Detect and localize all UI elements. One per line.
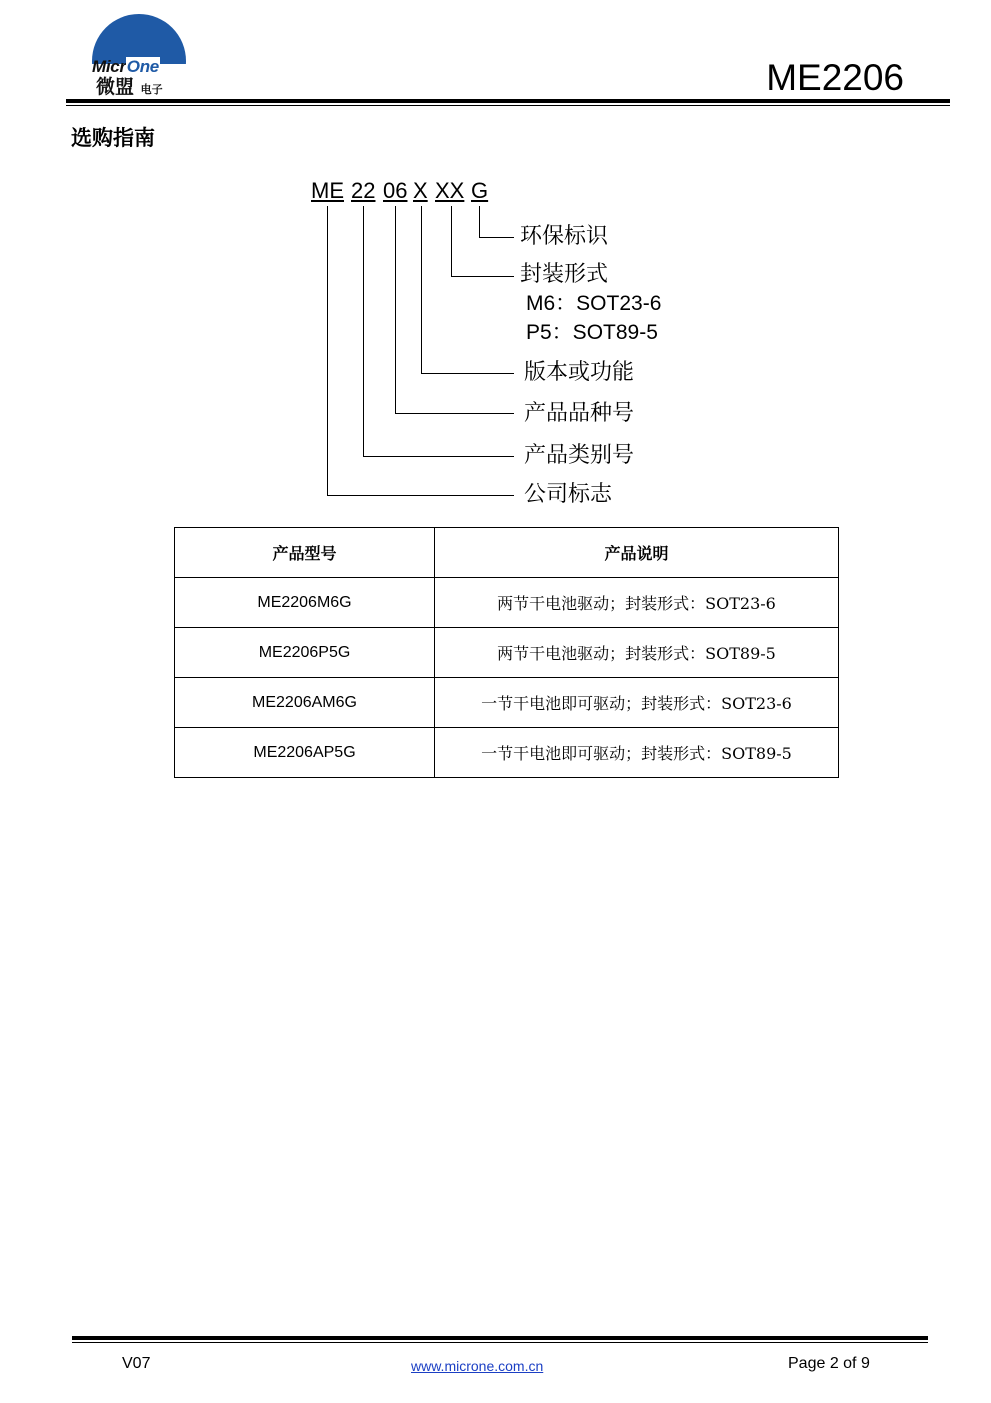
table-row xyxy=(175,728,839,778)
leader-line-green xyxy=(479,206,480,237)
section-title: 选购指南 xyxy=(71,126,155,150)
leader-line-variety xyxy=(395,206,396,413)
legend-variety: 产品品种号 xyxy=(524,401,635,426)
leader-line-package-h xyxy=(451,276,514,277)
leader-line-category-h xyxy=(363,456,514,457)
legend-category: 产品类别号 xyxy=(524,443,635,468)
legend-green: 环保标识 xyxy=(520,224,609,249)
leader-line-variety-h xyxy=(395,413,514,414)
table-cell-desc: 两节干电池驱动；封装形式：SOT89-5 xyxy=(435,628,839,678)
table-header-row xyxy=(175,528,839,578)
footer-page-number: Page 2 of 9 xyxy=(788,1355,870,1372)
legend-package: 封装形式 xyxy=(520,262,609,287)
leader-line-version-h xyxy=(421,373,514,374)
leader-line-version xyxy=(421,206,422,373)
table-header-desc: 产品说明 xyxy=(435,528,839,578)
table-cell-model: ME2206AM6G xyxy=(175,678,435,728)
table-row xyxy=(175,678,839,728)
legend-version: 版本或功能 xyxy=(524,360,635,385)
code-segment-category: 22 xyxy=(351,178,376,203)
header-rule xyxy=(66,99,950,103)
leader-line-company xyxy=(327,206,328,495)
code-segment-variety: 06 xyxy=(383,178,408,203)
footer-rule xyxy=(72,1336,928,1340)
page-model-title: ME2206 xyxy=(766,57,904,98)
table-cell-model: ME2206AP5G xyxy=(175,728,435,778)
footer-rule-thin xyxy=(72,1342,928,1343)
footer-website-link[interactable]: www.microne.com.cn xyxy=(411,1358,544,1374)
ordering-table xyxy=(174,527,839,778)
footer-version: V07 xyxy=(122,1355,151,1372)
company-logo xyxy=(88,14,188,102)
table-row xyxy=(175,628,839,678)
table-cell-model: ME2206P5G xyxy=(175,628,435,678)
code-segment-package: XX xyxy=(435,178,465,203)
legend-company: 公司标志 xyxy=(524,482,613,507)
legend-package-m6: M6：SOT23-6 xyxy=(526,292,662,315)
table-header-model: 产品型号 xyxy=(175,528,435,578)
logo-chinese-name: 微盟 电子 xyxy=(96,76,163,98)
leader-line-company-h xyxy=(327,495,514,496)
leader-line-package xyxy=(451,206,452,276)
leader-line-category xyxy=(363,206,364,456)
header-rule-thin xyxy=(66,105,950,106)
code-segment-version: X xyxy=(413,178,428,203)
leader-line-green-h xyxy=(479,237,514,238)
table-cell-desc: 一节干电池即可驱动；封装形式：SOT89-5 xyxy=(435,728,839,778)
table-cell-desc: 一节干电池即可驱动；封装形式：SOT23-6 xyxy=(435,678,839,728)
table-cell-model: ME2206M6G xyxy=(175,578,435,628)
code-segment-company: ME xyxy=(311,178,344,203)
legend-package-p5: P5：SOT89-5 xyxy=(526,321,658,344)
code-segment-green: G xyxy=(471,178,489,203)
table-row xyxy=(175,578,839,628)
table-cell-desc: 两节干电池驱动；封装形式：SOT23-6 xyxy=(435,578,839,628)
logo-wordmark: MicrOne xyxy=(92,57,159,76)
